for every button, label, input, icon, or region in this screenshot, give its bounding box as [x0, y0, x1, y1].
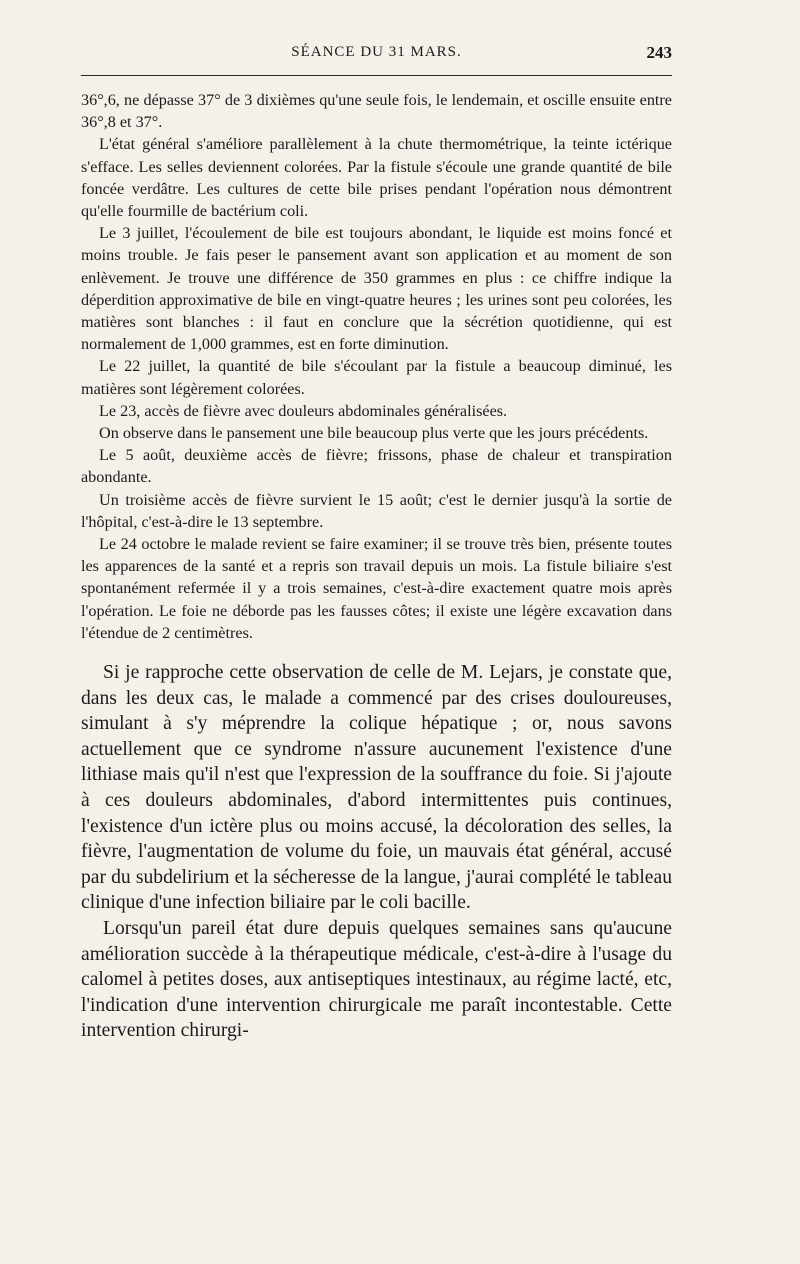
paragraph: Le 24 octobre le malade revient se faire examiner; il se trouve très bien, présente toutes les apparences de la santé et a repris son travail depuis un mois. La fistule biliaire s'est spontanément refermée il y a trois semaines, c'est-à-dire exactement quatre mois après l'opération. Le foie ne déborde pas les fausses côtes; il existe une légère excavation dans l'étendue de 2 centimètres. [81, 535, 672, 642]
running-header [81, 44, 672, 70]
observation-text [81, 89, 672, 644]
header-rule [81, 75, 672, 76]
paragraph: Le 5 août, deuxième accès de fièvre; frissons, phase de chaleur et transpiration abondante. [81, 446, 672, 487]
paragraph: On observe dans le pansement une bile beaucoup plus verte que les jours précédents. [99, 424, 649, 443]
paragraph: Si je rapproche cette observation de celle de M. Lejars, je constate que, dans les deux cas, le malade a commencé par des crises douloureuses, simulant à s'y méprendre la colique hépatique ; or, nous savons actuellement que ce syndrome n'assure aucunement l'existence d'une lithiase mais qu'il n'est que l'expression de la souffrance du foie. Si j'ajoute à ces douleurs abdominales, d'abord intermittentes puis continues, l'existence d'un ictère plus ou moins accusé, la décoloration des selles, la fièvre, l'augmentation de volume du foie, un mauvais état général, accusé par du subdelirium et la sécheresse de la langue, j'aurai complété le tableau clinique d'une infection biliaire par le coli bacille. [81, 662, 672, 914]
paragraph: Le 22 juillet, la quantité de bile s'écoulant par la fistule a beaucoup diminué, les matières sont légèrement colorées. [81, 357, 672, 398]
discussion-text [81, 660, 672, 1044]
paragraph: L'état général s'améliore parallèlement à la chute thermométrique, la teinte ictérique s'efface. Les selles deviennent colorées. Par la fistule s'écoule une grande quantité de bile foncée verdâtre. Les cultures de cette bile prises pendant l'opération nous démontrent qu'elle fourmille de bactérium coli. [81, 135, 672, 221]
paragraph: Le 3 juillet, l'écoulement de bile est toujours abondant, le liquide est moins foncé et moins trouble. Je fais peser le pansement avant son application et au moment de son enlèvement. Je trouve une différence de 350 grammes en plus : ce chiffre indique la déperdition approximative de bile en vingt-quatre heures ; les urines sont peu colorées, les matières sont blanches : il faut en conclure que la sécrétion quotidienne, qui est normalement de 1,000 grammes, est en forte diminution. [81, 224, 672, 354]
page-number: 243 [646, 43, 672, 62]
running-title: SÉANCE DU 31 MARS. [291, 44, 462, 60]
paragraph: Un troisième accès de fièvre survient le 15 août; c'est le dernier jusqu'à la sortie de l'hôpital, c'est-à-dire le 13 septembre. [81, 490, 672, 531]
paragraph: Lorsqu'un pareil état dure depuis quelques semaines sans qu'aucune amélioration succède à la thérapeutique médicale, c'est-à-dire à l'usage du calomel à petites doses, aux antiseptiques intestinaux, au régime lacté, etc, l'indication d'une intervention chirurgicale me paraît incontestable. Cette intervention chirurgi- [81, 918, 672, 1042]
paragraph: 36°,6, ne dépasse 37° de 3 dixièmes qu'une seule fois, le lendemain, et oscille ensuite entre 36°,8 et 37°. [81, 91, 672, 132]
paragraph: Le 23, accès de fièvre avec douleurs abdominales généralisées. [99, 401, 508, 420]
